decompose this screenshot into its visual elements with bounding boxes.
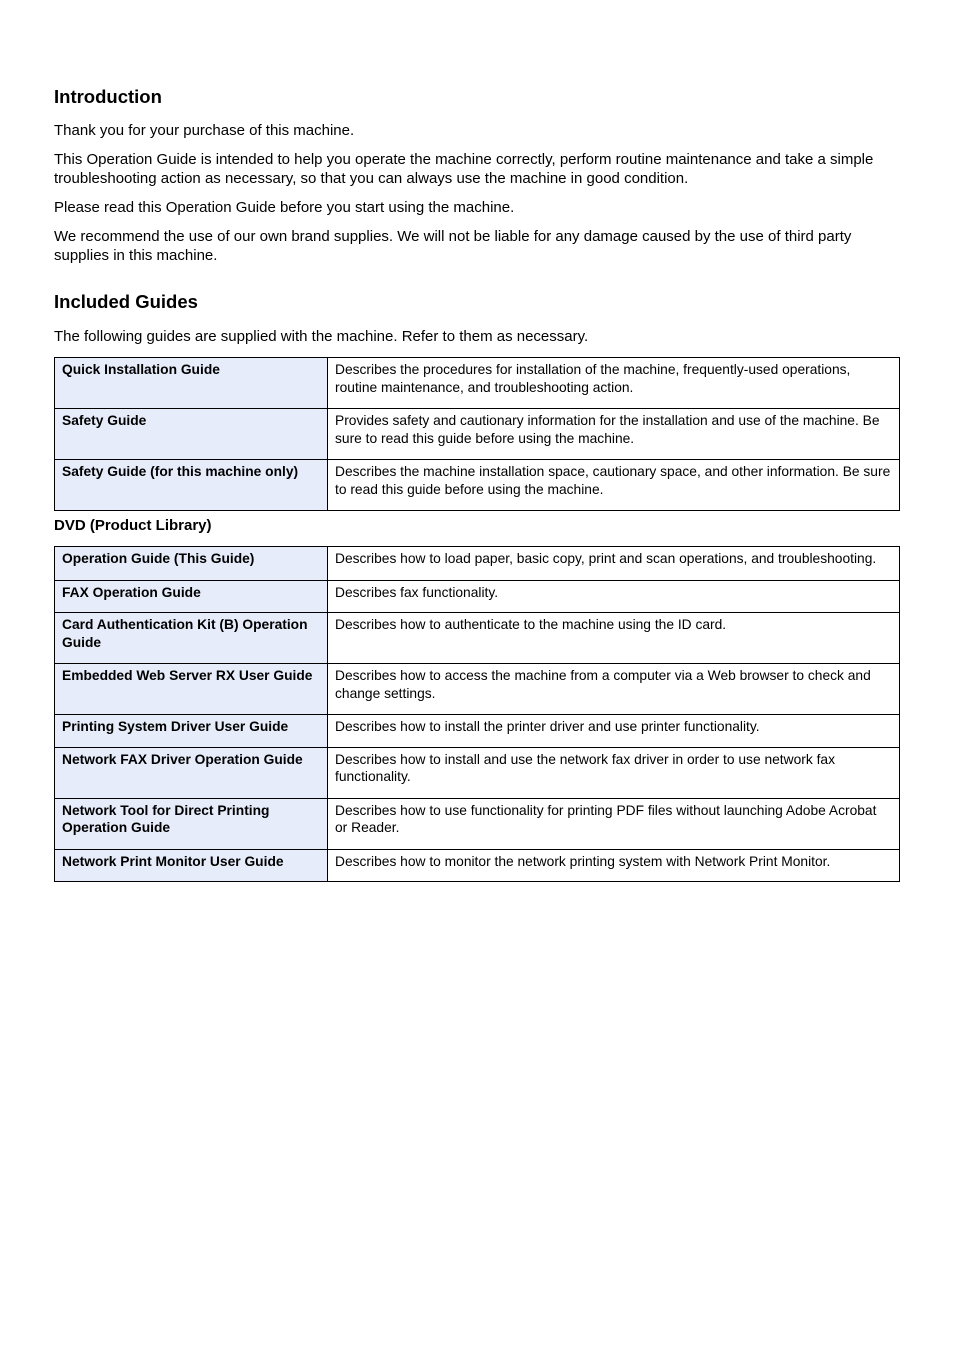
- guide-description: Describes how to authenticate to the machine using the ID card.: [328, 613, 900, 664]
- guide-name: Embedded Web Server RX User Guide: [55, 664, 328, 715]
- guide-description: Describes how to use functionality for printing PDF files without launching Adobe Acrobat or Reader.: [328, 798, 900, 849]
- table-row: [55, 849, 900, 882]
- introduction-heading: Introduction: [54, 86, 162, 107]
- table-row: [55, 547, 900, 581]
- guide-name: Network Tool for Direct Printing Operation Guide: [55, 798, 328, 849]
- guide-description: Describes how to install and use the network fax driver in order to use network fax functionality.: [328, 747, 900, 798]
- guide-name: Safety Guide: [55, 409, 328, 460]
- guide-description: Describes the machine installation space, cautionary space, and other information. Be sure to read this guide before using the machine.: [328, 460, 900, 511]
- guide-description: Describes how to load paper, basic copy, print and scan operations, and troubleshooting.: [328, 547, 900, 581]
- guide-name: Network Print Monitor User Guide: [55, 849, 328, 882]
- table-row: [55, 798, 900, 849]
- guide-description: Describes fax functionality.: [328, 580, 900, 613]
- guide-description: Describes the procedures for installation of the machine, frequently-used operations, routine maintenance, and troubleshooting action.: [328, 358, 900, 409]
- dvd-guides-table: [54, 546, 900, 882]
- introduction-paragraph: We recommend the use of our own brand supplies. We will not be liable for any damage caused by the use of third party supplies in this machine.: [54, 228, 852, 264]
- introduction-paragraph: This Operation Guide is intended to help you operate the machine correctly, perform routine maintenance and take a simple troubleshooting action as necessary, so that you can always use the machine in good condition.: [54, 151, 874, 187]
- introduction-paragraph: Please read this Operation Guide before you start using the machine.: [54, 199, 515, 216]
- table-row: [55, 580, 900, 613]
- included-guides-heading: Included Guides: [54, 291, 198, 312]
- table-row: [55, 358, 900, 409]
- guide-name: Printing System Driver User Guide: [55, 715, 328, 748]
- dvd-heading: DVD (Product Library): [54, 517, 212, 534]
- guide-name: Operation Guide (This Guide): [55, 547, 328, 581]
- guide-name: Network FAX Driver Operation Guide: [55, 747, 328, 798]
- guide-name: Safety Guide (for this machine only): [55, 460, 328, 511]
- guide-description: Describes how to install the printer driver and use printer functionality.: [328, 715, 900, 748]
- guide-description: Describes how to access the machine from a computer via a Web browser to check and change settings.: [328, 664, 900, 715]
- included-guides-intro: The following guides are supplied with the machine. Refer to them as necessary.: [54, 328, 589, 345]
- table-row: [55, 747, 900, 798]
- guide-name: FAX Operation Guide: [55, 580, 328, 613]
- guide-name: Card Authentication Kit (B) Operation Guide: [55, 613, 328, 664]
- guide-description: Describes how to monitor the network printing system with Network Print Monitor.: [328, 849, 900, 882]
- printed-guides-table: [54, 357, 900, 511]
- table-row: [55, 664, 900, 715]
- table-row: [55, 460, 900, 511]
- table-row: [55, 409, 900, 460]
- guide-description: Provides safety and cautionary information for the installation and use of the machine. Be sure to read this guide before using the machine.: [328, 409, 900, 460]
- table-row: [55, 613, 900, 664]
- guide-name: Quick Installation Guide: [55, 358, 328, 409]
- introduction-paragraph: Thank you for your purchase of this machine.: [54, 122, 355, 139]
- table-row: [55, 715, 900, 748]
